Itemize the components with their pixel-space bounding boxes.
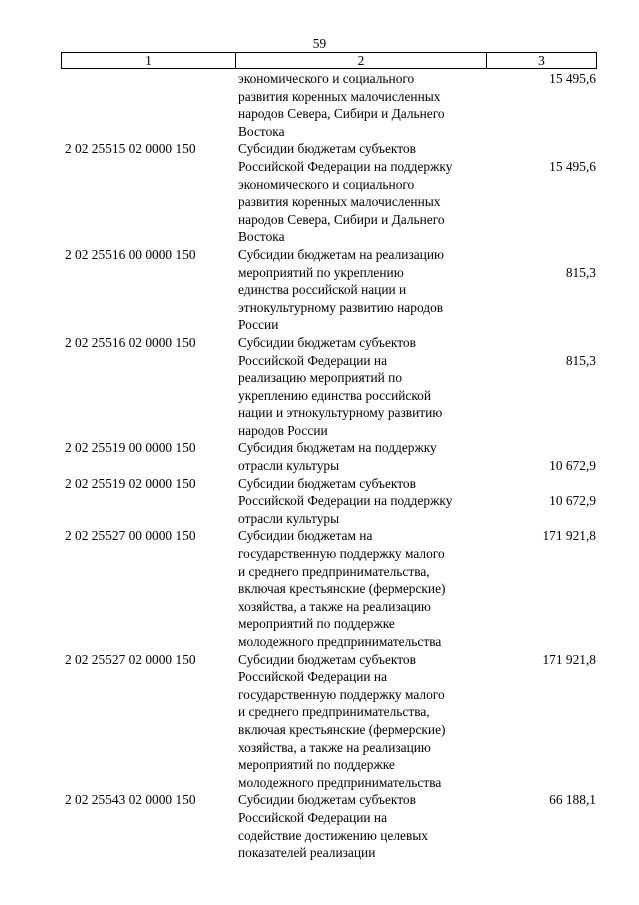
- amount-value: 815,3: [565, 264, 596, 280]
- revenue-description: Субсидии бюджетам субъектов Российской Федерации на реализацию мероприятий по укреплению единства российской нации и этнокультурному развитию народов России: [238, 334, 443, 438]
- amount-value: 15 495,6: [549, 71, 596, 86]
- table-row: [0, 651, 639, 792]
- amount-value: 815,3: [565, 352, 596, 368]
- amount-value: 171 921,8: [542, 528, 596, 544]
- budget-code: 2 02 25527 02 0000 150: [65, 651, 196, 667]
- budget-code: 2 02 25516 00 0000 150: [65, 246, 196, 262]
- page-number: 59: [312, 36, 327, 51]
- table-row: [0, 439, 639, 474]
- table-row: [0, 791, 639, 861]
- budget-code: 2 02 25515 02 0000 150: [65, 141, 196, 157]
- amount-value: 15 495,6: [549, 158, 596, 174]
- revenue-description: экономического и социального развития коренных малочисленных народов Севера, Сибири и Дальнего Востока: [238, 71, 445, 139]
- amount-value: 10 672,9: [549, 458, 596, 474]
- table-row: [0, 140, 639, 246]
- budget-code: 2 02 25543 02 0000 150: [65, 792, 196, 808]
- table-row: [0, 70, 639, 140]
- table-body: [0, 70, 639, 862]
- revenue-description: Субсидии бюджетам на государственную поддержку малого и среднего предпринимательства, включая крестьянские (фермерские) хозяйства, а также на реализацию мероприятий по поддержке молодежного предпринимательства: [238, 528, 446, 649]
- table-row: [0, 334, 639, 440]
- revenue-description: Субсидии бюджетам субъектов Российской Федерации на содействие достижению целевых показателей реализации: [238, 792, 429, 861]
- table-row: [0, 475, 639, 528]
- amount-value: 10 672,9: [549, 493, 596, 509]
- revenue-description: Субсидия бюджетам на поддержку отрасли культуры: [238, 440, 437, 474]
- column-header-3: 3: [538, 53, 545, 68]
- table-row: [0, 246, 639, 334]
- budget-code: 2 02 25516 02 0000 150: [65, 334, 196, 350]
- column-header-2: 2: [236, 53, 487, 68]
- budget-code: 2 02 25519 00 0000 150: [65, 440, 196, 456]
- amount-value: 66 188,1: [549, 792, 596, 808]
- revenue-description: Субсидии бюджетам субъектов Российской Федерации на поддержку экономического и социального развития коренных малочисленных народов Севера, Сибири и Дальнего Востока: [238, 141, 453, 245]
- table-row: [0, 527, 639, 650]
- budget-code: 2 02 25527 00 0000 150: [65, 528, 196, 544]
- column-header-1: 1: [62, 53, 236, 68]
- table-column-header: [61, 52, 597, 69]
- revenue-description: Субсидии бюджетам субъектов Российской Федерации на поддержку отрасли культуры: [238, 475, 453, 526]
- budget-code: 2 02 25519 02 0000 150: [65, 475, 196, 491]
- amount-value: 171 921,8: [542, 651, 596, 667]
- revenue-description: Субсидии бюджетам на реализацию мероприятий по укреплению единства российской нации и этнокультурному развитию народов России: [238, 246, 445, 333]
- revenue-description: Субсидии бюджетам субъектов Российской Федерации на государственную поддержку малого и среднего предпринимательства, включая крестьянские (фермерские) хозяйства, а также на реализацию мероприятий по поддержке молодежного предпринимательства: [238, 651, 446, 790]
